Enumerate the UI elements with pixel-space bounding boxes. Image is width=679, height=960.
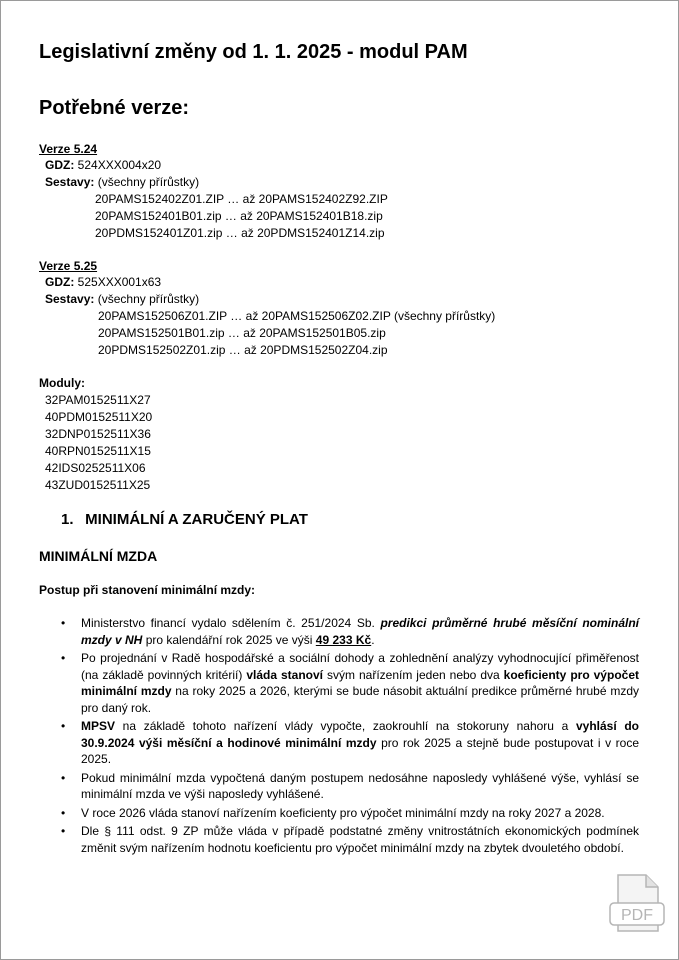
pdf-badge-label: PDF — [621, 907, 653, 924]
text-run: Po projednání v Radě hospodářské a sociální dohody a zohlednění analýzy vyhodnocující přiměřenost (na základě povinných kritérií) — [81, 651, 639, 682]
version-525-sestavy — [45, 291, 199, 307]
version-525-heading: Verze 5.25 — [39, 259, 98, 273]
section-heading — [61, 511, 308, 528]
sestavy-label: Sestavy: — [45, 292, 95, 306]
version-524-file-range: 20PDMS152401Z01.zip … až 20PDMS152401Z14.zip — [95, 226, 385, 240]
text-run-bold: vyhlásí do 30.9.2024 výši měsíční a hodinové minimální mzdy — [81, 719, 640, 750]
sestavy-value: (všechny přírůstky) — [97, 292, 200, 306]
text-run: na roky 2025 a 2026, kterými se bude násobit aktuální predikce průměrné hrubé mzdy pro daný rok. — [81, 684, 639, 715]
procedure-heading: Postup při stanovení minimální mzdy: — [39, 583, 256, 597]
amount-highlight: 49 233 Kč — [315, 632, 372, 647]
module-item: 32DNP0152511X36 — [45, 427, 151, 441]
version-525-gdz — [45, 274, 161, 290]
version-525-file-range: 20PAMS152506Z01.ZIP … až 20PAMS152506Z02.ZIP (všechny přírůstky) — [98, 309, 496, 323]
module-item: 43ZUD0152511X25 — [45, 478, 151, 492]
section-number: 1. — [61, 511, 74, 528]
text-run-bold: vláda stanoví — [246, 667, 324, 682]
module-item: 40PDM0152511X20 — [45, 410, 153, 424]
list-item — [61, 718, 639, 768]
pdf-file-icon — [608, 873, 666, 937]
text-run-bold-italic: predikci průměrné hrubé měsíční nominální mzdy v NH — [81, 616, 639, 647]
gdz-label: GDZ: — [45, 158, 75, 172]
sestavy-value: (všechny přírůstky) — [97, 175, 200, 189]
text-run: na základě tohoto nařízení vlády vypočte, zaokrouhlí na stokoruny nahoru a — [115, 719, 576, 733]
procedure-list — [61, 615, 639, 858]
version-524-gdz — [45, 157, 161, 173]
text-run: pro kalendářní rok 2025 ve výši — [142, 632, 316, 647]
text-run: svým nařízením jeden nebo dva — [323, 667, 504, 682]
gdz-label: GDZ: — [45, 275, 75, 289]
list-item — [61, 650, 639, 716]
list-item: • V roce 2026 vláda stanoví nařízením koeficienty pro výpočet minimální mzdy na roky 2027 a 2028. — [61, 805, 639, 822]
required-versions-heading: Potřebné verze: — [39, 97, 190, 119]
version-525-file-range: 20PAMS152501B01.zip … až 20PAMS152501B05.zip — [98, 326, 386, 340]
list-item: • Dle § 111 odst. 9 ZP může vláda v případě podstatné změny vnitrostátních ekonomických podmínek změnit svým nařízením hodnotu koeficientu pro výpočet minimální mzdy na zbytek dvouletého období. — [61, 823, 639, 856]
text-run: pro rok 2025 a stejně bude postupovat i v roce 2025. — [81, 735, 639, 766]
text-run-bold: MPSV — [81, 719, 116, 733]
list-item — [61, 615, 639, 648]
gdz-value: 524XXX004x20 — [77, 158, 162, 172]
gdz-value: 525XXX001x63 — [77, 275, 162, 289]
text-run: . — [371, 632, 375, 647]
text-run-bold: koeficienty pro výpočet minimální mzdy — [81, 667, 639, 698]
version-524-heading: Verze 5.24 — [39, 142, 98, 156]
text-run: Ministerstvo financí vydalo sdělením č. 251/2024 Sb. — [81, 616, 381, 630]
list-item: • Pokud minimální mzda vypočtená daným postupem nedosáhne naposledy vyhlášené výše, vyhlásí se minimální mzda ve výši naposledy vyhlášené. — [61, 770, 639, 803]
version-524-sestavy — [45, 174, 199, 190]
sestavy-label: Sestavy: — [45, 175, 95, 189]
subsection-heading: MINIMÁLNÍ MZDA — [39, 548, 158, 564]
section-title: MINIMÁLNÍ A ZARUČENÝ PLAT — [85, 511, 308, 528]
module-item: 32PAM0152511X27 — [45, 393, 151, 407]
module-item: 40RPN0152511X15 — [45, 444, 151, 458]
version-524-file-range: 20PAMS152401B01.zip … až 20PAMS152401B18.zip — [95, 209, 383, 223]
version-524-file-range: 20PAMS152402Z01.ZIP … až 20PAMS152402Z92.ZIP — [95, 192, 388, 206]
modules-heading: Moduly: — [39, 376, 85, 390]
document-title: Legislativní změny od 1. 1. 2025 - modul PAM — [39, 41, 468, 63]
module-item: 42IDS0252511X06 — [45, 461, 146, 475]
version-525-file-range: 20PDMS152502Z01.zip … až 20PDMS152502Z04.zip — [98, 343, 388, 357]
